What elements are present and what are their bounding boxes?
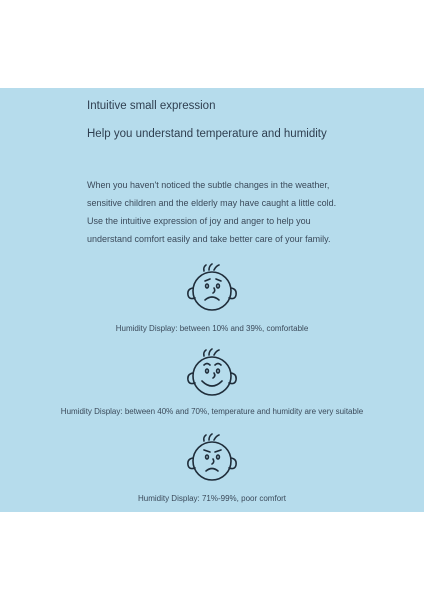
- unhappy-face-icon: [181, 433, 243, 483]
- smiling-face-icon: [180, 346, 244, 398]
- description-line: understand comfort easily and take better care of your family.: [87, 234, 331, 244]
- humidity-caption-mid: Humidity Display: between 40% and 70%, temperature and humidity are very suitable: [60, 407, 364, 416]
- description-paragraph: [87, 176, 387, 248]
- humidity-caption-high: Humidity Display: 71%-99%, poor comfort: [137, 494, 287, 503]
- description-line: Use the intuitive expression of joy and anger to help you: [87, 216, 311, 226]
- humidity-caption-low: Humidity Display: between 10% and 39%, comfortable: [115, 324, 309, 333]
- worried-face-icon: [181, 263, 243, 313]
- section-subtitle: Help you understand temperature and humidity: [87, 128, 327, 140]
- description-line: sensitive children and the elderly may have caught a little cold.: [87, 198, 337, 208]
- humidity-expression-panel: [0, 88, 424, 512]
- section-title: Intuitive small expression: [87, 100, 216, 112]
- description-line: When you haven't noticed the subtle changes in the weather,: [87, 180, 330, 190]
